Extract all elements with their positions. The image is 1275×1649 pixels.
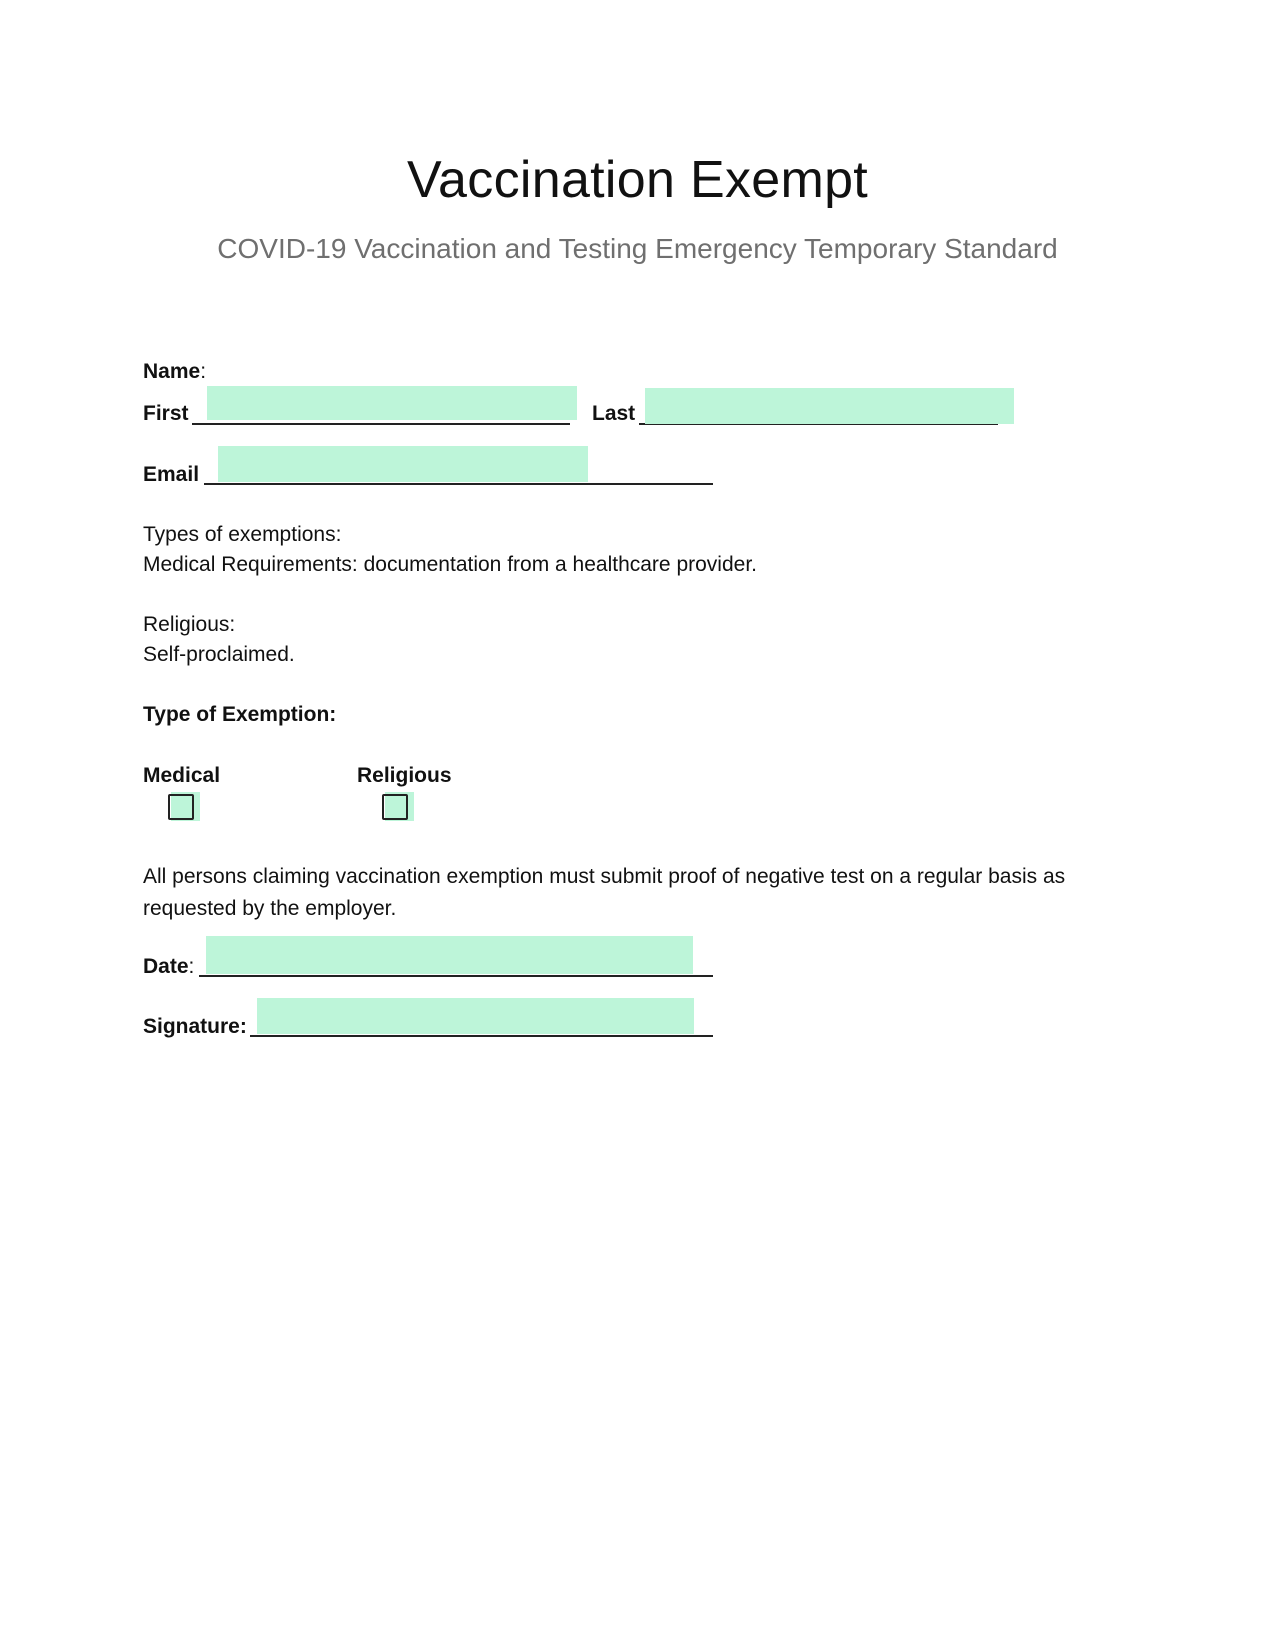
testing-notice: All persons claiming vaccination exemption must submit proof of negative test on a regular basis as requested by the employer.	[143, 865, 1066, 920]
first-name-field[interactable]	[207, 386, 577, 420]
date-underline	[199, 975, 713, 977]
medical-option-label: Medical	[143, 764, 221, 787]
exemption-types-heading: Types of exemptions:	[143, 523, 342, 546]
signature-underline	[250, 1035, 713, 1037]
religious-checkbox[interactable]	[382, 792, 414, 824]
medical-checkbox[interactable]	[168, 792, 200, 824]
date-label-colon: :	[188, 955, 195, 978]
religious-option-label: Religious	[357, 764, 452, 787]
first-name-underline	[192, 423, 570, 425]
email-label: Email	[143, 463, 200, 486]
date-field[interactable]	[206, 936, 693, 974]
name-label-text: Name	[143, 360, 201, 383]
last-name-field[interactable]	[645, 388, 1014, 424]
document-title: Vaccination Exempt	[406, 151, 869, 209]
exemption-type-label: Type of Exemption:	[143, 703, 337, 726]
document-subtitle: COVID-19 Vaccination and Testing Emergency Temporary Standard	[217, 233, 1058, 264]
medical-requirements-text: Medical Requirements: documentation from a healthcare provider.	[143, 553, 757, 576]
first-name-label: First	[143, 402, 189, 425]
name-label	[143, 360, 206, 384]
signature-label: Signature:	[143, 1015, 247, 1038]
date-label-text: Date	[143, 955, 189, 978]
religious-heading: Religious:	[143, 613, 236, 636]
email-underline	[204, 483, 713, 485]
religious-checkbox-box	[382, 794, 408, 820]
medical-checkbox-box	[168, 794, 194, 820]
religious-requirements-text: Self-proclaimed.	[143, 643, 295, 666]
email-field[interactable]	[218, 446, 588, 482]
name-label-colon: :	[200, 360, 207, 383]
last-name-label: Last	[592, 402, 636, 425]
signature-field[interactable]	[257, 998, 694, 1034]
date-label	[143, 955, 194, 979]
